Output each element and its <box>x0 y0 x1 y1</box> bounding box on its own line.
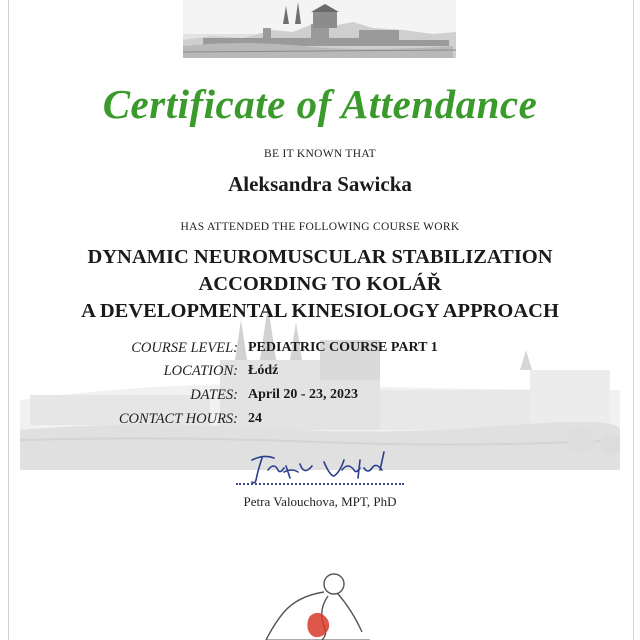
detail-row-contact-hours <box>0 411 640 433</box>
contact-hours-label: CONTACT HOURS: <box>118 411 238 427</box>
certificate-title: Certificate of Attendance <box>102 81 538 127</box>
course-title-line: ACCORDING TO KOLÁŘ <box>198 273 442 295</box>
prague-castle-skyline-icon <box>183 0 456 58</box>
dates-label: DATES: <box>190 387 238 403</box>
dates-value: April 20 - 23, 2023 <box>248 387 359 402</box>
recipient-name: Aleksandra Sawicka <box>228 172 412 196</box>
intro-text: BE IT KNOWN THAT <box>263 148 377 160</box>
detail-row-course-level <box>0 340 640 362</box>
location-label: LOCATION: <box>163 363 238 379</box>
course-title-line: DYNAMIC NEUROMUSCULAR STABILIZATION <box>87 246 553 268</box>
signature-line <box>236 483 404 485</box>
contact-hours-value: 24 <box>248 411 262 426</box>
detail-row-dates <box>0 387 640 409</box>
detail-row-location <box>0 363 640 385</box>
signer-name: Petra Valouchova, MPT, PhD <box>243 494 397 509</box>
prague-castle-watermark-icon <box>20 300 620 470</box>
course-level-value: PEDIATRIC COURSE PART 1 <box>248 340 438 355</box>
handwritten-signature <box>244 446 404 486</box>
course-title-line: A DEVELOPMENTAL KINESIOLOGY APPROACH <box>81 300 559 322</box>
attended-text: HAS ATTENDED THE FOLLOWING COURSE WORK <box>180 221 460 233</box>
course-title <box>0 244 640 325</box>
location-value: Łódź <box>248 363 279 378</box>
course-level-label: COURSE LEVEL: <box>131 340 238 356</box>
dns-figure-logo-icon <box>258 566 378 640</box>
